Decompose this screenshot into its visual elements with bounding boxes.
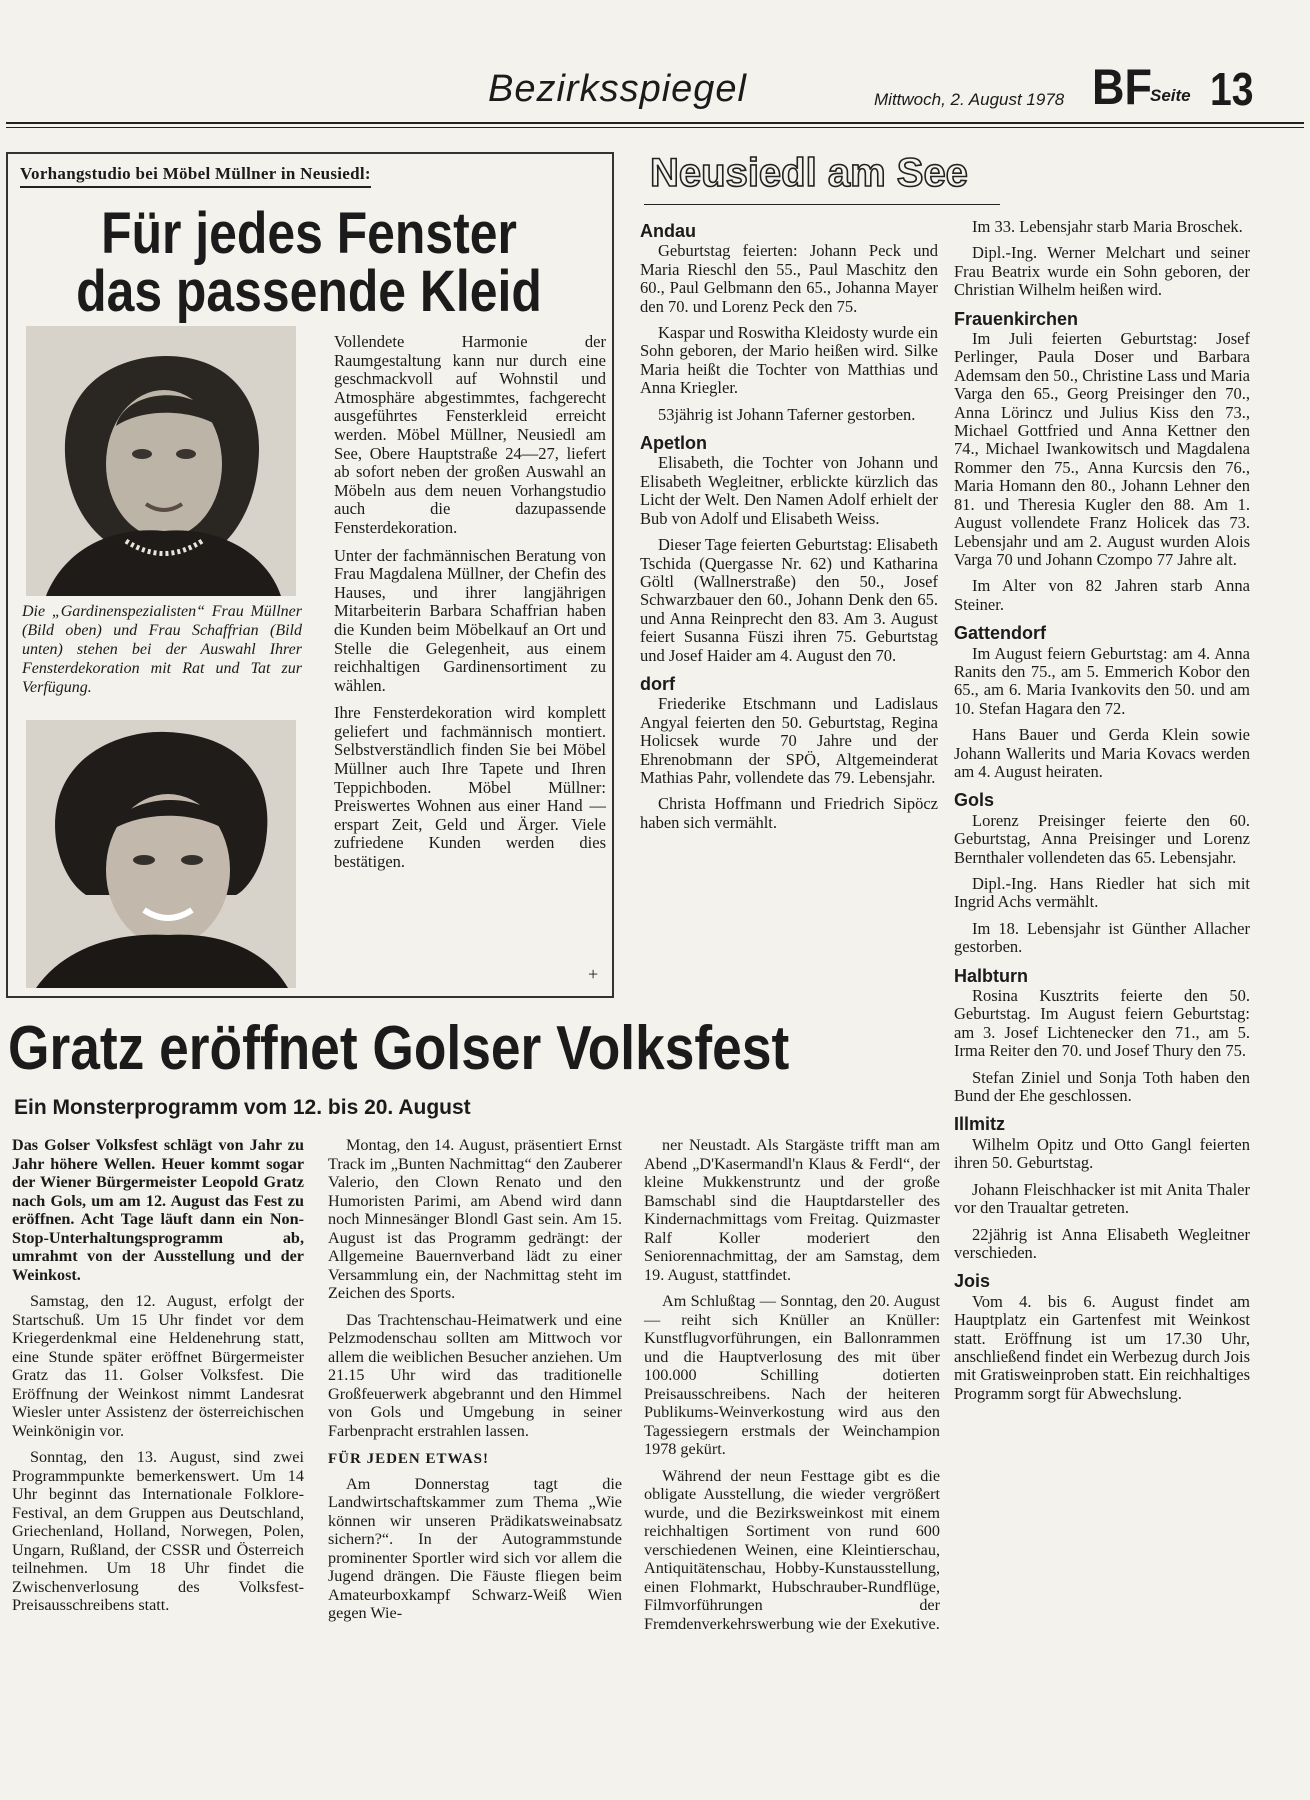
listing-entry: Kaspar und Roswitha Kleidosty wurde ein Sohn geboren, der Mario heißen wird. Silke Maria heißt die Tochter von Matthias und Anna Kriegler. xyxy=(640,323,938,398)
article-paragraph: Während der neun Festtage gibt es die obligate Ausstellung, die wieder vergrößert wurde, und die Bezirksweinkost mit einem reichhaltigen Sortiment von rund 600 verschiedenen Weinen, eine Kleintierschau, Antiquitätenschau, Hobby-Kunstausstellung, einen Flohmarkt, Hubschrauber-Rundflüge, Filmvorführungen der Fremdenverkehrswerbung wie der Exekutive. xyxy=(644,1466,940,1633)
portrait-photo-bottom xyxy=(26,720,296,988)
place-heading: Jois xyxy=(954,1271,991,1292)
article-paragraph: Unter der fachmännischen Beratung von Frau Magdalena Müllner, der Chefin des Hauses, und ihrer langjährigen Mitarbeiterin Barbara Schaffrian haben die Kunden beim Möbelkauf an Ort und Stelle die Gelegenheit, aus einem reichhaltigen Gardinensortiment zu wählen. xyxy=(334,545,606,695)
place-heading: Halbturn xyxy=(954,965,1028,986)
listing-entry: Stefan Ziniel und Sonja Toth haben den Bund der Ehe geschlossen. xyxy=(954,1067,1250,1106)
newspaper-logo: BF xyxy=(1092,59,1152,115)
portrait-illustration xyxy=(26,326,296,596)
section-title: Bezirksspiegel xyxy=(488,68,747,110)
photo-caption: Die „Gardinenspezialisten“ Frau Müllner (Bild oben) und Frau Schaffrian (Bild unten) stehen bei der Auswahl Ihrer Fensterdekoration mit Rat und Tat zur Verfügung. xyxy=(22,603,302,696)
masthead-rule xyxy=(6,122,1304,124)
listing-title-text: Neusiedl am See xyxy=(650,151,968,195)
article-paragraph: Am Schlußtag — Sonntag, den 20. August — reiht sich Knüller an Knüller: Kunstflugvorführungen, ein Ballonrammen und die Hauptverlosung des mit über 100.000 Schilling dotierten Preisausschreibens. Nach der heiteren Publikums-Weinverkostung wird aus den Tagessiegern erstmals der Weinchampion 1978 gekürt. xyxy=(644,1292,940,1458)
article-paragraph: Das Golser Volksfest schlägt von Jahr zu Jahr höhere Wellen. Heuer kommt sogar der Wiener Bürgermeister Leopold Gratz nach Gols, um am 12. August das Fest zu eröffnen. Acht Tage läuft dann ein Non-Stop-Unterhaltungsprogramm ab, umrahmt von der Ausstellung und der Weinkost. xyxy=(12,1136,304,1284)
listing-entry: Elisabeth, die Tochter von Johann und Elisabeth Wegleitner, erblickte kürzlich das Licht der Welt. Den Namen Adolf erhielt der Bub von Adolf und Elisabeth Weiss. xyxy=(640,453,938,528)
issue-date: Mittwoch, 2. August 1978 xyxy=(874,90,1065,109)
listing-title xyxy=(648,148,1018,196)
masthead-rule-thin xyxy=(6,127,1304,128)
subheadline-gratz: Ein Monsterprogramm vom 12. bis 20. August xyxy=(14,1096,471,1119)
listing-entry: Im 18. Lebensjahr ist Günther Allacher gestorben. xyxy=(954,918,1250,957)
headline-line-1: Für jedes Fenster xyxy=(101,201,517,266)
place-heading: Gols xyxy=(954,790,995,811)
place-heading: Apetlon xyxy=(640,433,707,454)
listing-entry: 22jährig ist Anna Elisabeth Wegleitner verschieden. xyxy=(954,1224,1250,1262)
listing-entry: Im August feiern Geburtstag: am 4. Anna Ranits den 75., am 5. Emmerich Kobor den 65., am 6. Maria Ivankovits den 50. und am 10. Stefan Hagara den 72. xyxy=(954,643,1250,718)
listing-entry: Vom 4. bis 6. August findet am Hauptplatz ein Gartenfest mit Weinkost statt. Eröffnung ist um 17.30 Uhr, anschließend findet ein Werbezug durch Jois mit Gratisweinproben statt. Ein reichhaltiges Programm sorgt für Abwechslung. xyxy=(954,1291,1250,1403)
listing-entry: Johann Fleischhacker ist mit Anita Thaler vor den Traualtar getreten. xyxy=(954,1179,1250,1218)
listing-entry: Im 33. Lebensjahr starb Maria Broschek. xyxy=(972,217,1243,236)
page-label: Seite xyxy=(1150,86,1191,105)
subsection-heading: FÜR JEDEN ETWAS! xyxy=(328,1451,490,1467)
page-number: 13 xyxy=(1210,63,1254,115)
listing-entry: Hans Bauer und Gerda Klein sowie Johann Wallerits und Maria Kovacs werden am 4. August heiraten. xyxy=(954,725,1250,781)
place-heading: Gattendorf xyxy=(954,623,1046,644)
listing-entry: Friederike Etschmann und Ladislaus Angyal feierten den 50. Geburtstag, Regina Holicsek wurde 70 Jahre und der Ehrenobmann der SPÖ, Altgemeinderat Mathias Pahr, vollendete das 79. Lebensjahr. xyxy=(640,694,938,787)
outlined-title xyxy=(648,148,1018,196)
article-body xyxy=(334,333,606,881)
place-heading: dorf xyxy=(640,673,675,694)
listing-entry: Im Alter von 82 Jahren starb Anna Steiner. xyxy=(954,576,1250,614)
place-heading: Frauenkirchen xyxy=(954,308,1079,329)
article-paragraph: ner Neustadt. Als Stargäste trifft man am Abend „D'Kasermandl'n Klaus & Ferdl“, der kleine Mukkenstruntz und der große Bamschabl sind die Hauptdarsteller des Kindernachmittags vom Freitag. Quizmaster Ralf Koller moderiert den Seniorennachmittag, der am Samstag, dem 19. August, stattfindet. xyxy=(644,1136,940,1284)
article-paragraph: Montag, den 14. August, präsentiert Ernst Track im „Bunten Nachmittag“ den Zauberer Valerio, den Clown Renato und den Humoristen Parimi, am Abend wird dann noch Minnesänger Blondl Gast sein. Am 15. August ist das Programm gedrängt: der Allgemeine Bauernverband lädt zu einer Versammlung ein, der Nachmittag steht im Zeichen des Sports. xyxy=(328,1136,622,1302)
listing-column-2 xyxy=(954,218,1250,1411)
listing-entry: Wilhelm Opitz und Otto Gangl feierten ihren 50. Geburtstag. xyxy=(954,1134,1250,1173)
gratz-column-1 xyxy=(12,1136,304,1623)
listing-entry: Dieser Tage feierten Geburtstag: Elisabeth Tschida (Quergasse Nr. 62) und Katharina Göltl (Wallnerstraße) den 50., Josef Schwarzbauer den 60., Johann Denk den 65. und Anna Reinprecht den 83. Am 3. August feiert Susanna Füszi ihren 75. Geburtstag und Josef Haider am 4. August den 70. xyxy=(640,535,938,665)
article-paragraph: Das Trachtenschau-Heimatwerk und eine Pelzmodenschau sollten am Mittwoch vor allem die weiblichen Besucher anziehen. Um 21.15 Uhr wird das traditionelle Großfeuerwerk abgebrannt und den Himmel von Gols und Umgebung in seiner Farbenpracht erstrahlen lassen. xyxy=(328,1310,622,1440)
end-mark: + xyxy=(588,964,599,984)
place-heading: Andau xyxy=(640,221,696,241)
listing-entry: Rosina Kusztrits feierte den 50. Geburtstag. Im August feiern Geburtstag: am 3. Josef Lichtenecker den 71., am 5. Irma Reiter den 70. und Josef Thury den 75. xyxy=(954,986,1250,1061)
listing-entry: Im Juli feierten Geburtstag: Josef Perlinger, Paula Doser und Barbara Ademsam den 50., Christine Lass und Maria Varga den 65., Georg Preisinger den 70., Anna Lörincz und Julius Kiss den 73., Michael Gottfried und Anna Kettner den 74., Michael Iwankowitsch und Magdalena Rommer den 75., Anna Kurcsis den 76., Maria Homann den 80., Johann Lehner den 81. und Theresia Kugler den 88. Am 1. August vollendete Franz Holicek das 73. Lebensjahr und am 2. August wurden Alois Varga 70 und Johann Czompo 77 Jahre alt. xyxy=(954,329,1250,569)
listing-entry: Geburtstag feierten: Johann Peck und Maria Rieschl den 55., Paul Maschitz den 60., Paul Gelbmann den 65., Johanna Mayer den 70. und Lorenz Peck den 75. xyxy=(640,241,938,316)
listing-entry: Christa Hoffmann und Friedrich Sipöcz haben sich vermählt. xyxy=(640,794,938,832)
listing-entry: Dipl.-Ing. Hans Riedler hat sich mit Ingrid Achs vermählt. xyxy=(954,874,1250,912)
gratz-column-3 xyxy=(644,1136,940,1641)
article-paragraph: Am Donnerstag tagt die Landwirtschaftskammer zum Thema „Wie können wir unseren Prädikatsweinabsatz sichern?“. In der Autogrammstunde prominenter Sportler wird sich vor allem die Jugend drängen. Die Fäuste fliegen beim Amateurboxkampf Schwarz-Weiß Wien gegen Wie- xyxy=(328,1474,622,1622)
listing-entry: Lorenz Preisinger feierte den 60. Geburtstag, Anna Preisinger und Lorenz Bernthaler vollendeten das 65. Lebensjahr. xyxy=(954,810,1250,867)
article-paragraph: Samstag, den 12. August, erfolgt der Startschuß. Um 15 Uhr findet vor dem Kriegerdenkmal eine Heldenehrung statt, eine Stunde später eröffnet Bürgermeister Gratz das 11. Golser Volksfest. Die Eröffnung der Weinkost nimmt Landesrat Wiesler unter Assistenz der österreichischen Weinkönigin vor. xyxy=(12,1292,304,1440)
listing-entry: Dipl.-Ing. Werner Melchart und seiner Frau Beatrix wurde ein Sohn geboren, der Christian Wilhelm heißen wird. xyxy=(954,243,1250,300)
article-paragraph: Sonntag, den 13. August, sind zwei Programmpunkte bemerkenswert. Um 14 Uhr beginnt das Internationale Folklore-Festival, an dem Gruppen aus Deutschland, Griechenland, Holland, Norwegen, Polen, Ungarn, Rußland, der CSSR und Österreich teilnehmen. Um 18 Uhr findet die Zwischenverlosung des Volksfest-Preisausschreibens statt. xyxy=(12,1448,304,1614)
article-paragraph: Ihre Fensterdekoration wird komplett geliefert und fachmännisch montiert. Selbstverständlich finden Sie bei Möbel Müllner auch Ihre Tapete und Ihren Teppichboden. Möbel Müllner: Preiswertes Wohnen aus einer Hand — erspart Zeit, Geld und Ärger. Viele zufriedene Kunden werden dies bestätigen. xyxy=(334,703,606,872)
headline-line-2: das passende Kleid xyxy=(76,259,542,324)
article-kicker: Vorhangstudio bei Möbel Müllner in Neusiedl: xyxy=(20,164,371,188)
gratz-column-2 xyxy=(328,1136,622,1631)
listing-rule xyxy=(644,204,1000,205)
headline-gratz: Gratz eröffnet Golser Volksfest xyxy=(8,1014,790,1083)
portrait-photo-top xyxy=(26,326,296,596)
listing-column-1 xyxy=(640,212,938,840)
listing-entry: 53jährig ist Johann Taferner gestorben. xyxy=(658,404,916,424)
portrait-illustration xyxy=(26,720,296,988)
place-heading: Illmitz xyxy=(954,1114,1006,1135)
article-paragraph: Vollendete Harmonie der Raumgestaltung kann nur durch eine geschmackvoll auf Wohnstil und Atmosphäre abgestimmtes, fachgerecht ausgeführtes Fensterkleid erreicht werden. Möbel Müllner, Neusiedl am See, Obere Hauptstraße 24—27, liefert ab sofort neben der großen Auswahl an Möbeln aus dem neuen Vorhangstudio auch die dazupassende Fensterdekoration. xyxy=(334,332,606,537)
